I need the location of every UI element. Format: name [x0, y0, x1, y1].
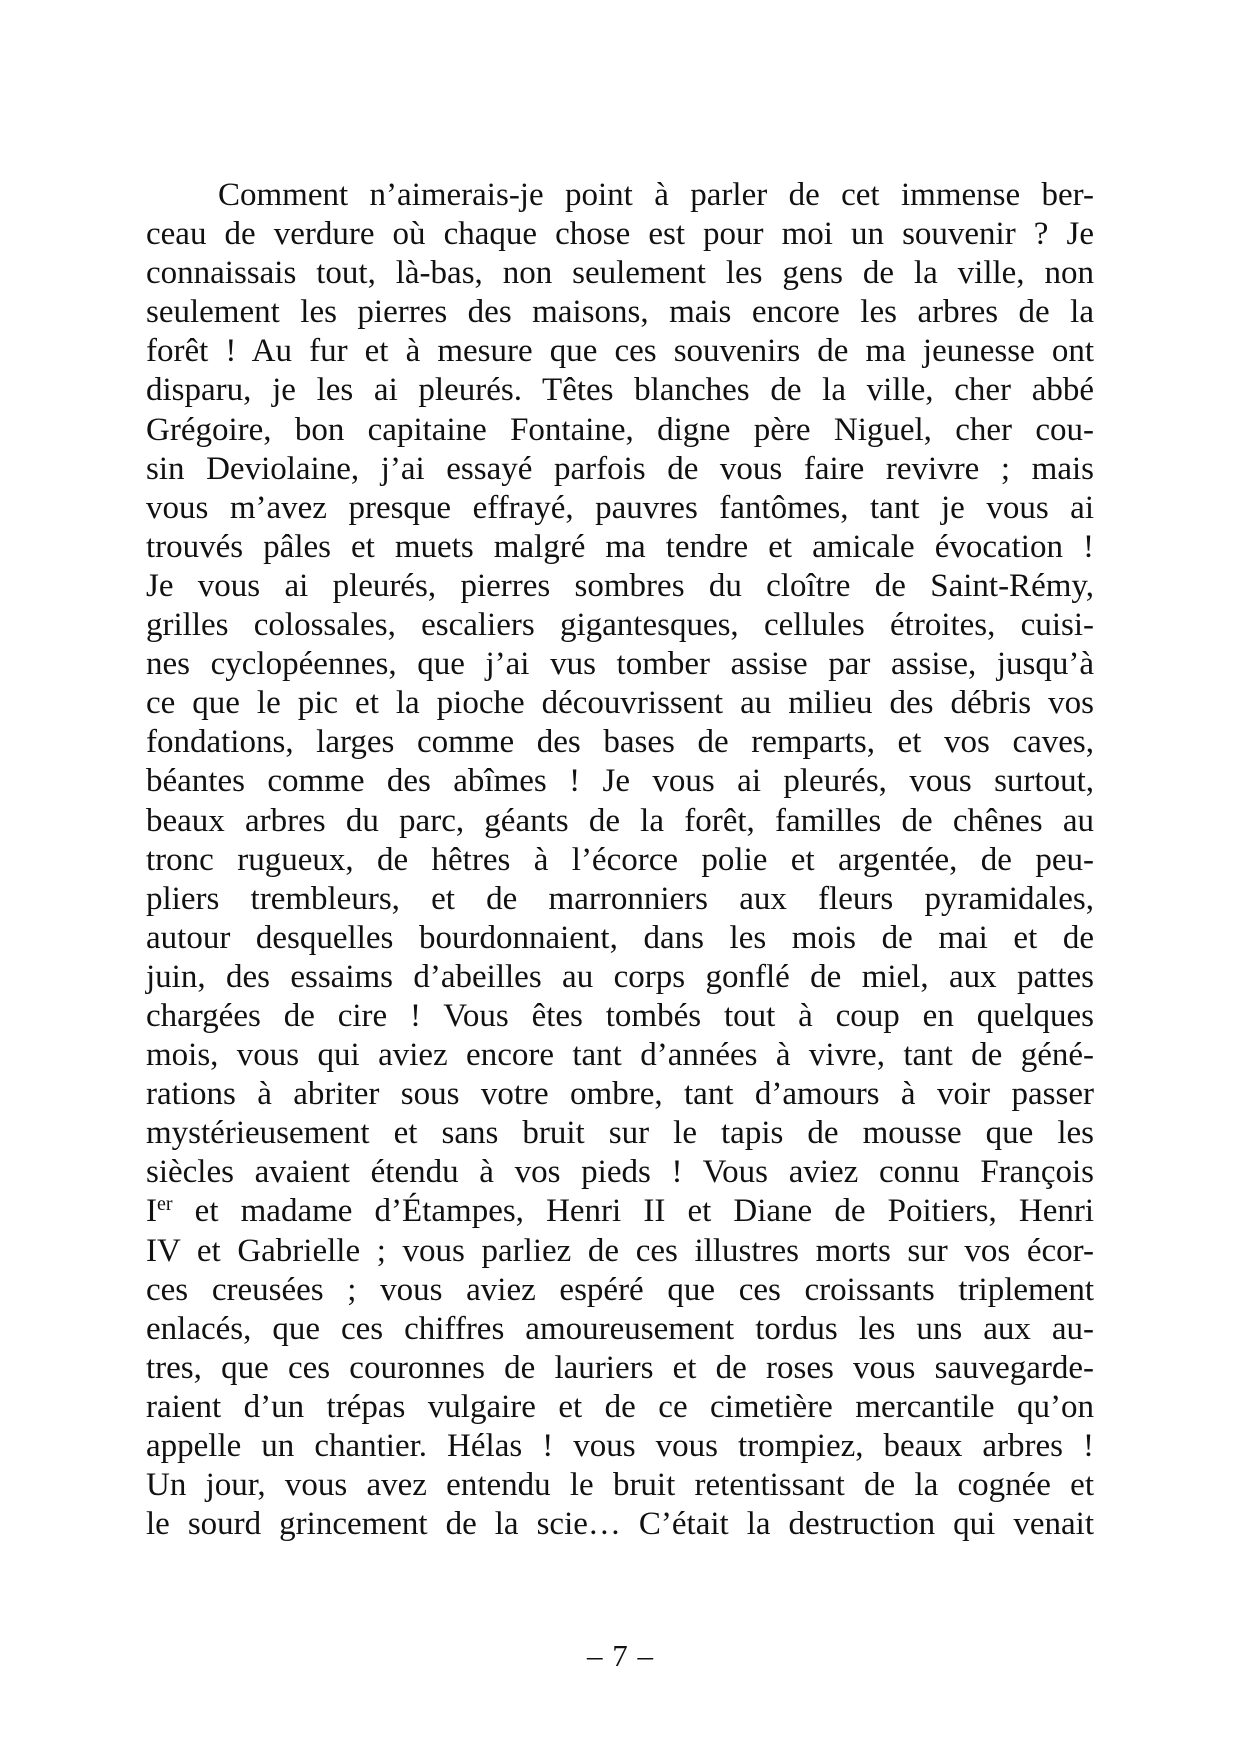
text-line: tronc rugueux, de hêtres à l’écorce polie et argentée, de peu-: [146, 841, 1094, 878]
text-line: seulement les pierres des maisons, mais encore les arbres de la: [146, 294, 1094, 331]
text-line: grilles colossales, escaliers gigantesques, cellules étroites, cuisi-: [146, 607, 1094, 644]
text-line: béantes comme des abîmes ! Je vous ai pleurés, vous surtout,: [146, 763, 1094, 800]
text-line: autour desquelles bourdonnaient, dans les mois de mai et de: [146, 919, 1094, 956]
text-line: ceau de verdure où chaque chose est pour moi un souvenir ? Je: [146, 216, 1094, 253]
roman-numeral: I: [146, 1193, 157, 1230]
text-line: juin, des essaims d’abeilles au corps gonflé de miel, aux pattes: [146, 958, 1094, 995]
text-line: Un jour, vous avez entendu le bruit retentissant de la cognée et: [146, 1467, 1094, 1504]
page-number: – 7 –: [587, 1638, 654, 1673]
text-line: forêt ! Au fur et à mesure que ces souvenirs de ma jeunesse ont: [146, 333, 1094, 370]
text-line: rations à abriter sous votre ombre, tant d’amours à voir passer: [146, 1076, 1094, 1113]
text-line: Comment n’aimerais-je point à parler de cet immense ber-: [218, 177, 1094, 213]
text-line: Grégoire, bon capitaine Fontaine, digne père Niguel, cher cou-: [146, 411, 1094, 448]
text-line: beaux arbres du parc, géants de la forêt, familles de chênes au: [146, 802, 1094, 839]
ordinal-superscript: er: [157, 1193, 173, 1216]
text-line: trouvés pâles et muets malgré ma tendre et amicale évocation !: [146, 528, 1094, 565]
text-line: ces creusées ; vous aviez espéré que ces croissants triplement: [146, 1271, 1094, 1308]
text-line: nes cyclopéennes, que j’ai vus tomber assise par assise, jusqu’à: [146, 646, 1094, 683]
text-line: fondations, larges comme des bases de remparts, et vos caves,: [146, 724, 1094, 761]
text-line: mois, vous qui aviez encore tant d’années à vivre, tant de géné-: [146, 1037, 1094, 1074]
text-line: siècles avaient étendu à vos pieds ! Vous aviez connu François: [146, 1154, 1094, 1191]
text-line: connaissais tout, là-bas, non seulement les gens de la ville, non: [146, 255, 1094, 292]
text-line: vous m’avez presque effrayé, pauvres fantômes, tant je vous ai: [146, 489, 1094, 526]
text-line: le sourd grincement de la scie… C’était la destruction qui venait: [146, 1506, 1094, 1543]
text-line: sin Deviolaine, j’ai essayé parfois de vous faire revivre ; mais: [146, 450, 1094, 487]
text-line: disparu, je les ai pleurés. Têtes blanches de la ville, cher abbé: [146, 372, 1094, 409]
text-line: IV et Gabrielle ; vous parliez de ces illustres morts sur vos écor-: [146, 1232, 1094, 1269]
text-line: raient d’un trépas vulgaire et de ce cimetière mercantile qu’on: [146, 1388, 1094, 1425]
text-line: ce que le pic et la pioche découvrissent au milieu des débris vos: [146, 685, 1094, 722]
text-line-rest: et madame d’Étampes, Henri II et Diane de Poitiers, Henri: [172, 1193, 1094, 1230]
text-line: chargées de cire ! Vous êtes tombés tout à coup en quelques: [146, 997, 1094, 1034]
text-line: Je vous ai pleurés, pierres sombres du cloître de Saint-Rémy,: [146, 567, 1094, 604]
body-paragraph: [146, 176, 1094, 1544]
text-line: tres, que ces couronnes de lauriers et de roses vous sauvegarde-: [146, 1349, 1094, 1386]
text-line: pliers trembleurs, et de marronniers aux fleurs pyramidales,: [146, 880, 1094, 917]
text-line: mystérieusement et sans bruit sur le tapis de mousse que les: [146, 1115, 1094, 1152]
text-line: enlacés, que ces chiffres amoureusement tordus les uns aux au-: [146, 1310, 1094, 1347]
text-line-francois-premier: [146, 1192, 1094, 1231]
text-line: appelle un chantier. Hélas ! vous vous trompiez, beaux arbres !: [146, 1428, 1094, 1464]
